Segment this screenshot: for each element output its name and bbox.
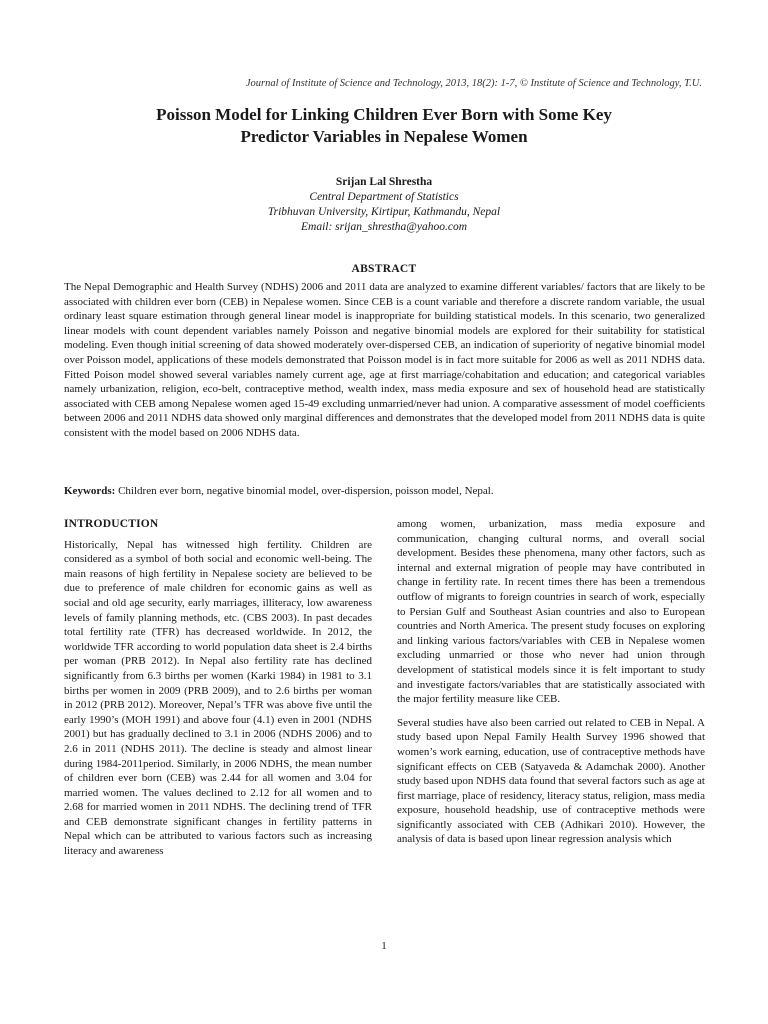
- title-line-1: Poisson Model for Linking Children Ever Born with Some Key: [156, 105, 612, 124]
- abstract-heading: ABSTRACT: [351, 263, 417, 275]
- journal-citation: Journal of Institute of Science and Technology, 2013, 18(2): 1-7, © Institute of Science and Technology, T.U.: [245, 78, 702, 89]
- keywords-label: Keywords:: [64, 485, 116, 497]
- right-column: [397, 517, 705, 856]
- keywords: [64, 484, 705, 498]
- page-number: 1: [381, 940, 387, 952]
- introduction-paragraph-3: Several studies have also been carried out related to CEB in Nepal. A study based upon Nepal Family Health Survey 1996 showed that women’s work earning, education, use of contraceptive methods have significant effects on CEB (Satyaveda & Adamchak 2000). Another study based upon NDHS data found that several factors such as age at first marriage, place of residency, literacy status, religion, mass media exposure, household headship, use of contraceptive methods were significantly associated with CEB (Adhikari 2010). However, the analysis of data is based upon linear regression analysis which: [397, 716, 705, 846]
- keywords-text: Children ever born, negative binomial model, over-dispersion, poisson model, Nepal.: [115, 485, 494, 497]
- introduction-heading: INTRODUCTION: [64, 518, 159, 530]
- author-name: Srijan Lal Shrestha: [335, 176, 433, 188]
- author-email: Email: srijan_shrestha@yahoo.com: [300, 221, 468, 233]
- author-institution: Tribhuvan University, Kirtipur, Kathmandu, Nepal: [267, 206, 501, 218]
- author-block: [60, 175, 708, 235]
- title-line-2: Predictor Variables in Nepalese Women: [240, 127, 528, 146]
- introduction-paragraph-1: Historically, Nepal has witnessed high fertility. Children are considered as a symbol of both social and economic well-being. The main reasons of high fertility in Nepalese society are believed to be due to preference of male children for economic gains as well as social and old age security, early marriages, illiteracy, low awareness levels of family planning methods, etc. (CBS 2003). In past decades total fertility rate (TFR) has decreased worldwide. In 2012, the worldwide TFR according to world population data sheet is 2.4 births per woman (PRB 2012). In Nepal also fertility rate has declined significantly from 6.3 births per women (Karki 1984) in 1981 to 3.1 births per women in 2009 (PRB 2009), and to 2.6 births per woman in 2012 (PRB 2012). Moreover, Nepal’s TFR was above five until the early 1990’s (MOH 1991) and above four (4.1) even in 2001 (NDHS 2001) but has gradually declined to 3.1 in 2006 (NDHS 2006) and to 2.6 in 2011 (NDHS 2011). The decline is steady and almost linear during 1984-2011period. Similarly, in 2006 NDHS, the mean number of children ever born (CEB) was 2.44 for all women and 3.04 for married women. The values declined to 2.12 for all women and to 2.68 for married women in 2011 NDHS. The declining trend of TFR and CEB demonstrate significant changes in fertility patterns in Nepal which can be attributed to various factors such as increasing literacy and awareness: [64, 538, 372, 858]
- author-department: Central Department of Statistics: [309, 191, 459, 203]
- abstract-text: The Nepal Demographic and Health Survey (NDHS) 2006 and 2011 data are analyzed to examine different variables/ factors that are likely to be associated with children ever born (CEB) in Nepalese women. Since CEB is a count variable and therefore a discrete random variable, the usual ordinary least square estimation through general linear model is inappropriate for building statistical models. In this scenario, two generalized linear models with count dependent variables namely Poisson and negative binomial models are explored for their suitability for statistical modeling. Even though initial screening of data showed moderately over-dispersed CEB, an indication of superiority of negative binomial model over Poisson model, applications of these models demonstrated that Poisson model is in fact more suitable for 2006 as well as 2011 NDHS data. Fitted Poison model showed several variables namely current age, age at first marriage/cohabitation and education; and categorical variables namely urbanization, religion, eco-belt, contraceptive method, wealth index, mass media exposure and sex of household head are statistically associated with CEB among Nepalese women aged 15-49 excluding unmarried/never had union. A comparative assessment of model coefficients between 2006 and 2011 NDHS data showed only marginal differences and demonstrates that the developed model from 2011 NDHS data is quite consistent with the model based on 2006 NDHS data.: [64, 281, 705, 439]
- paper-title: [60, 104, 708, 148]
- introduction-paragraph-2: among women, urbanization, mass media exposure and communication, changing cultural norms, and overall social development. Besides these phenomena, many other factors, such as internal and external migration of people may have contributed in change in fertility rate. In recent times there has been a tremendous outflow of migrants to foreign countries in search of work, especially to Persian Gulf and Southeast Asian countries and also to European countries and North America. The present study focuses on exploring and linking various factors/variables with CEB in Nepalese women excluding unmarried or those who never had union through development of statistical models since it is felt important to study and investigate factors/variables that are statistically associated with the major fertility measure like CEB.: [397, 518, 705, 706]
- left-column: [64, 517, 372, 868]
